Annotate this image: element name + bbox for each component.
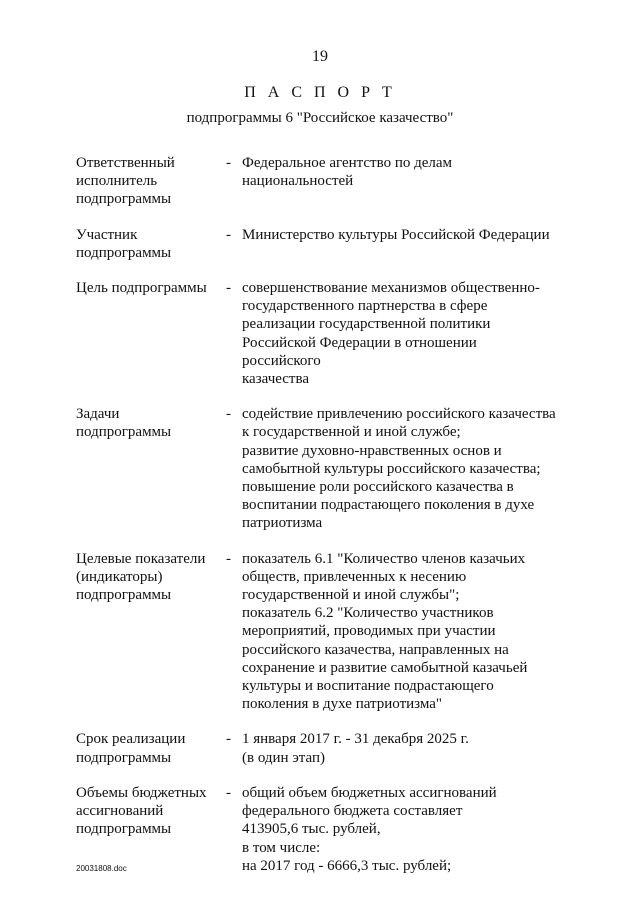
row-dash: -: [226, 280, 231, 297]
document-subtitle: подпрограммы 6 "Российское казачество": [186, 110, 454, 126]
row-label: Участник подпрограммы: [76, 226, 172, 261]
row-tasks: [76, 405, 556, 532]
row-dash: -: [226, 406, 231, 423]
row-goal: [76, 279, 556, 388]
row-label: Задачи подпрограммы: [76, 406, 172, 441]
footer-file-name: 20031808.doc: [76, 864, 127, 873]
row-participant: [76, 226, 556, 262]
page-number: 19: [312, 48, 328, 65]
row-dash: -: [226, 226, 231, 243]
row-budget-allocations: [76, 784, 556, 875]
row-label: Ответственный исполнитель подпрограммы: [76, 155, 175, 208]
row-dash: -: [226, 731, 231, 748]
row-label: Целевые показатели (индикаторы) подпрограммы: [76, 550, 206, 604]
row-target-indicators: [76, 550, 556, 714]
row-label: Срок реализации подпрограммы: [76, 731, 186, 766]
row-value: Министерство культуры Российской Федерации: [242, 226, 550, 243]
document-title: П А С П О Р Т: [244, 84, 396, 101]
row-value: содействие привлечению российского казачества к государственной и иной службе; развитие духовно-нравственных основ и самобытной культуры российского казачества; повышение роли российского казачества в воспитании подрастающего поколения в духе патриотизма: [242, 406, 556, 532]
row-value: показатель 6.1 "Количество членов казачьих обществ, привлеченных к несению государственной и иной службы"; показатель 6.2 "Количество участников мероприятий, проводимых при участии российского казачества, направленных на сохранение и развитие самобытной казачьей культуры и воспитание подрастающего поколения в духе патриотизма": [242, 550, 528, 713]
row-value: совершенствование механизмов общественно- государственного партнерства в сфере реализации государственной политики Российской Федерации в отношении российского казачества: [242, 280, 540, 388]
passport-table: [76, 154, 556, 875]
row-value: Федеральное агентство по делам национальностей: [242, 155, 453, 190]
row-dash: -: [226, 550, 231, 567]
row-value: 1 января 2017 г. - 31 декабря 2025 г. (в один этап): [242, 731, 469, 766]
row-responsible-executor: [76, 154, 556, 209]
row-dash: -: [226, 155, 231, 171]
row-label: Цель подпрограммы: [76, 280, 207, 297]
row-value: общий объем бюджетных ассигнований федерального бюджета составляет 413905,6 тыс. рублей, в том числе: на 2017 год - 6666,3 тыс. рублей;: [242, 784, 497, 874]
row-implementation-period: [76, 730, 556, 766]
row-label: Объемы бюджетных ассигнований подпрограммы: [76, 784, 207, 838]
row-dash: -: [226, 784, 231, 801]
